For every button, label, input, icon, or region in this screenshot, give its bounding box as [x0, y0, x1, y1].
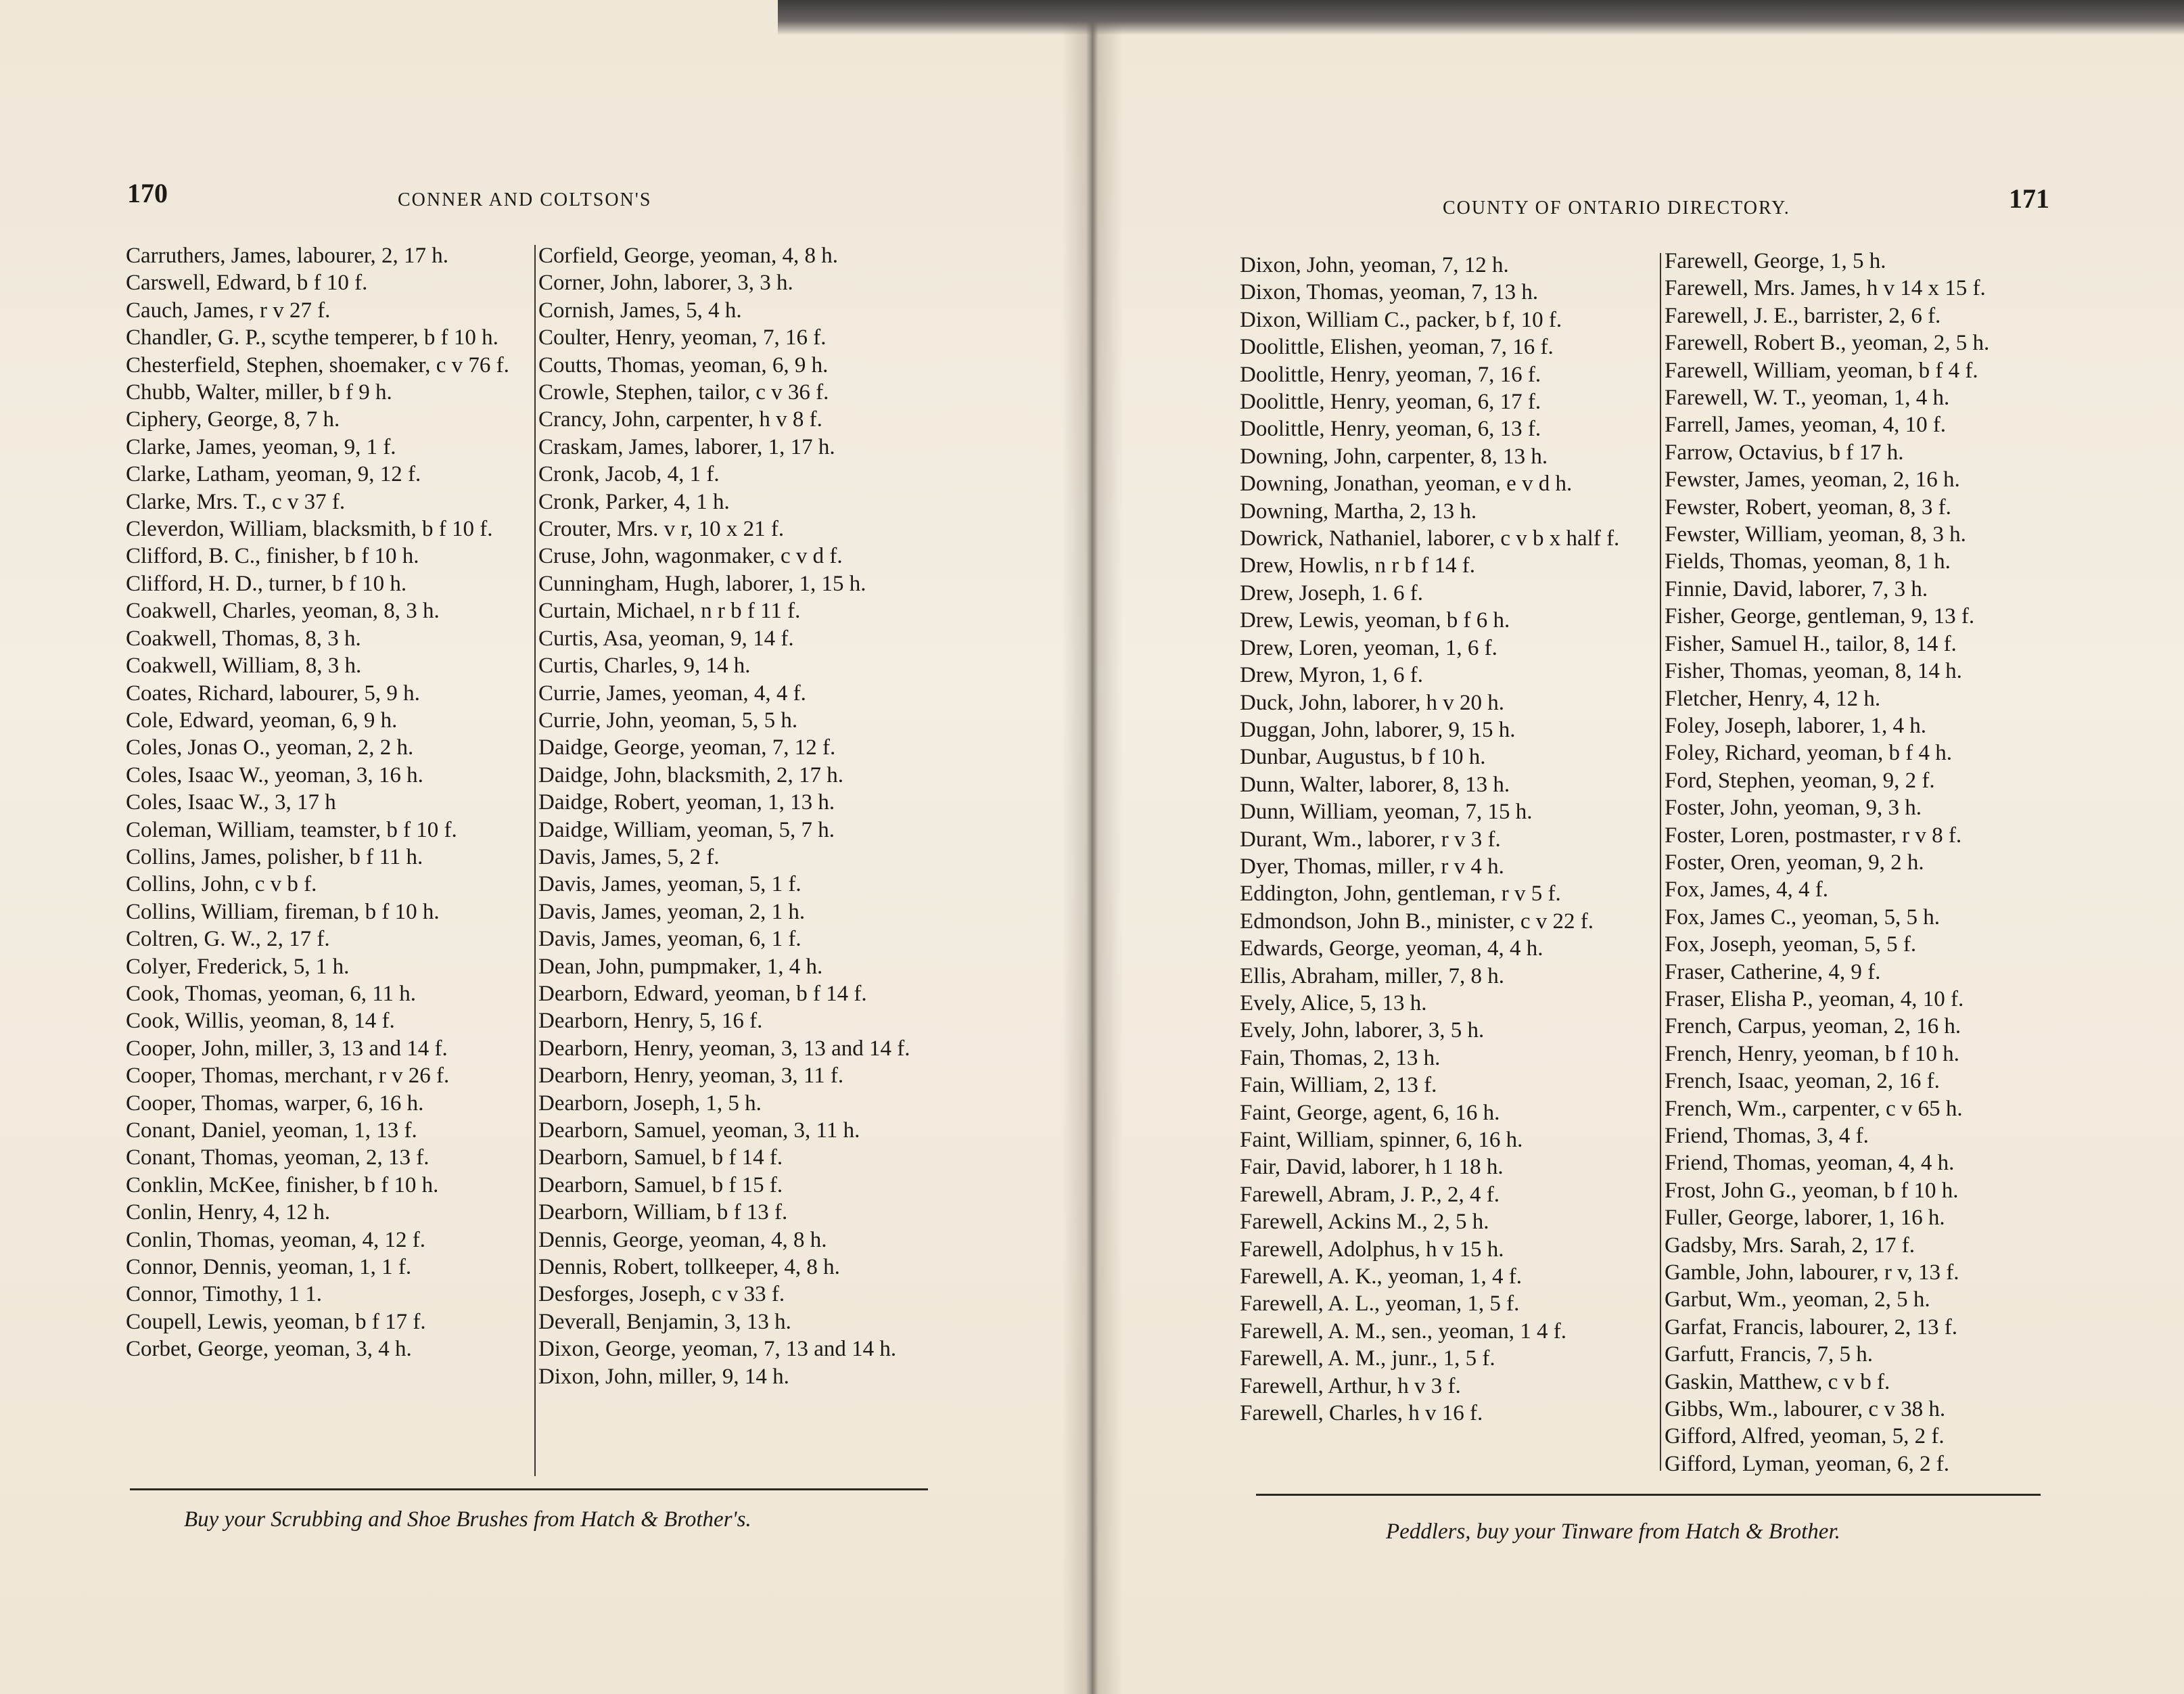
directory-entry: Farewell, Arthur, h v 3 f. [1240, 1373, 1461, 1398]
directory-entry: Ford, Stephen, yeoman, 9, 2 f. [1665, 768, 1935, 793]
directory-entry: Fox, James, 4, 4 f. [1665, 877, 1828, 902]
directory-entry: Davis, James, yeoman, 2, 1 h. [538, 899, 806, 924]
directory-entry: Frost, John G., yeoman, b f 10 h. [1665, 1178, 1959, 1203]
directory-entry: Fisher, George, gentleman, 9, 13 f. [1665, 604, 1975, 629]
directory-entry: Colyer, Frederick, 5, 1 h. [126, 954, 350, 979]
directory-entry: Conant, Thomas, yeoman, 2, 13 f. [126, 1145, 429, 1170]
directory-entry: Cronk, Jacob, 4, 1 f. [538, 462, 720, 487]
directory-entry: Fewster, James, yeoman, 2, 16 h. [1665, 467, 1960, 493]
directory-entry: Drew, Myron, 1, 6 f. [1240, 663, 1423, 688]
directory-entry: Gifford, Lyman, yeoman, 6, 2 f. [1665, 1451, 1949, 1476]
directory-entry: Edmondson, John B., minister, c v 22 f. [1240, 909, 1594, 934]
scan-shadow [778, 0, 2184, 35]
directory-entry: Corbet, George, yeoman, 3, 4 h. [126, 1337, 412, 1362]
directory-entry: Farewell, Charles, h v 16 f. [1240, 1401, 1483, 1426]
directory-entry: Evely, John, laborer, 3, 5 h. [1240, 1018, 1485, 1043]
directory-entry: Cook, Thomas, yeoman, 6, 11 h. [126, 981, 416, 1006]
directory-entry: Farewell, Robert B., yeoman, 2, 5 h. [1665, 331, 1990, 356]
directory-entry: Curtis, Charles, 9, 14 h. [538, 654, 751, 679]
directory-entry: Corner, John, laborer, 3, 3 h. [538, 271, 793, 296]
directory-entry: Coutts, Thomas, yeoman, 6, 9 h. [538, 352, 829, 377]
directory-entry: Gibbs, Wm., labourer, c v 38 h. [1665, 1397, 1946, 1422]
directory-entry: Chandler, G. P., scythe temperer, b f 10 h. [126, 325, 498, 350]
directory-entry: Foley, Richard, yeoman, b f 4 h. [1665, 741, 1952, 766]
directory-entry: Dixon, William C., packer, b f, 10 f. [1240, 307, 1562, 332]
directory-entry: Conlin, Thomas, yeoman, 4, 12 f. [126, 1227, 426, 1252]
directory-entry: Cunningham, Hugh, laborer, 1, 15 h. [538, 571, 866, 596]
directory-entry: Fox, Joseph, yeoman, 5, 5 f. [1665, 932, 1917, 957]
directory-entry: Farewell, George, 1, 5 h. [1665, 249, 1886, 273]
running-head-right: COUNTY OF ONTARIO DIRECTORY. [1443, 198, 1790, 219]
directory-entry: Drew, Howlis, n r b f 14 f. [1240, 553, 1475, 578]
directory-entry: Farewell, William, yeoman, b f 4 f. [1665, 358, 1978, 383]
directory-entry: Cole, Edward, yeoman, 6, 9 h. [126, 708, 398, 733]
directory-entry: Clarke, James, yeoman, 9, 1 f. [126, 434, 396, 459]
directory-entry: Fields, Thomas, yeoman, 8, 1 h. [1665, 549, 1951, 574]
directory-entry: Fraser, Elisha P., yeoman, 4, 10 f. [1665, 986, 1964, 1011]
directory-entry: Faint, George, agent, 6, 16 h. [1240, 1100, 1500, 1125]
directory-entry: Daidge, John, blacksmith, 2, 17 h. [538, 762, 843, 787]
directory-entry: Garbut, Wm., yeoman, 2, 5 h. [1665, 1287, 1930, 1312]
directory-entry: Foster, Loren, postmaster, r v 8 f. [1665, 823, 1962, 848]
directory-entry: Currie, James, yeoman, 4, 4 f. [538, 681, 806, 706]
directory-entry: Connor, Dennis, yeoman, 1, 1 f. [126, 1255, 412, 1280]
running-head-left: CONNER AND COLTSON'S [398, 189, 652, 210]
directory-entry: Farewell, W. T., yeoman, 1, 4 h. [1665, 386, 1950, 411]
directory-entry: Clarke, Mrs. T., c v 37 f. [126, 489, 346, 514]
directory-entry: Drew, Lewis, yeoman, b f 6 h. [1240, 608, 1510, 633]
directory-entry: Farewell, A. M., junr., 1, 5 f. [1240, 1346, 1495, 1371]
directory-entry: Garfutt, Francis, 7, 5 h. [1665, 1342, 1873, 1367]
directory-entry: Finnie, David, laborer, 7, 3 h. [1665, 576, 1928, 601]
directory-entry: Davis, James, 5, 2 f. [538, 844, 720, 869]
directory-entry: Drew, Loren, yeoman, 1, 6 f. [1240, 635, 1497, 660]
directory-entry: Gadsby, Mrs. Sarah, 2, 17 f. [1665, 1233, 1915, 1258]
right-column-2 [1665, 248, 2070, 1478]
directory-entry: Dearborn, Henry, 5, 16 f. [538, 1009, 763, 1034]
directory-entry: Daidge, Robert, yeoman, 1, 13 h. [538, 790, 835, 815]
directory-entry: Coakwell, Thomas, 8, 3 h. [126, 626, 361, 651]
directory-entry: Cruse, John, wagonmaker, c v d f. [538, 544, 843, 569]
directory-entry: Farrell, James, yeoman, 4, 10 f. [1665, 413, 1947, 438]
directory-entry: Dearborn, Joseph, 1, 5 h. [538, 1091, 762, 1116]
directory-entry: Dearborn, Samuel, b f 14 f. [538, 1145, 783, 1170]
directory-entry: Dixon, Thomas, yeoman, 7, 13 h. [1240, 280, 1539, 305]
directory-entry: Fewster, William, yeoman, 8, 3 h. [1665, 522, 1966, 547]
directory-entry: Crancy, John, carpenter, h v 8 f. [538, 407, 822, 432]
directory-entry: Gaskin, Matthew, c v b f. [1665, 1369, 1890, 1394]
directory-entry: Clarke, Latham, yeoman, 9, 12 f. [126, 462, 421, 487]
directory-entry: Curtain, Michael, n r b f 11 f. [538, 599, 801, 624]
directory-entry: Downing, John, carpenter, 8, 13 h. [1240, 444, 1548, 469]
directory-entry: Desforges, Joseph, c v 33 f. [538, 1282, 785, 1307]
right-page [1092, 0, 2184, 1694]
directory-entry: Evely, Alice, 5, 13 h. [1240, 990, 1427, 1015]
directory-entry: Coulter, Henry, yeoman, 7, 16 f. [538, 325, 827, 350]
directory-entry: Friend, Thomas, yeoman, 4, 4 h. [1665, 1151, 1955, 1176]
directory-entry: Coleman, William, teamster, b f 10 f. [126, 817, 457, 842]
directory-entry: Doolittle, Henry, yeoman, 6, 13 f. [1240, 417, 1541, 442]
directory-entry: Dennis, Robert, tollkeeper, 4, 8 h. [538, 1255, 840, 1280]
directory-entry: Fox, James C., yeoman, 5, 5 h. [1665, 905, 1940, 930]
directory-entry: Doolittle, Henry, yeoman, 6, 17 f. [1240, 390, 1541, 415]
directory-entry: Currie, John, yeoman, 5, 5 h. [538, 708, 798, 733]
directory-entry: Coltren, G. W., 2, 17 f. [126, 927, 330, 952]
directory-entry: Cooper, John, miller, 3, 13 and 14 f. [126, 1036, 448, 1061]
directory-entry: Farewell, Ackins M., 2, 5 h. [1240, 1210, 1489, 1235]
directory-entry: Eddington, John, gentleman, r v 5 f. [1240, 882, 1561, 907]
directory-entry: Coles, Isaac W., 3, 17 h [126, 790, 336, 815]
directory-entry: Cauch, James, r v 27 f. [126, 298, 331, 323]
directory-entry: Ciphery, George, 8, 7 h. [126, 407, 340, 432]
directory-entry: French, Isaac, yeoman, 2, 16 f. [1665, 1069, 1940, 1094]
directory-entry: French, Henry, yeoman, b f 10 h. [1665, 1041, 1959, 1066]
directory-entry: Fair, David, laborer, h 1 18 h. [1240, 1155, 1504, 1180]
directory-entry: Cooper, Thomas, merchant, r v 26 f. [126, 1063, 450, 1089]
directory-entry: Cronk, Parker, 4, 1 h. [538, 489, 730, 514]
directory-entry: Fain, Thomas, 2, 13 h. [1240, 1045, 1441, 1070]
directory-entry: Dearborn, Henry, yeoman, 3, 13 and 14 f. [538, 1036, 910, 1061]
book-gutter [1062, 0, 1123, 1694]
directory-entry: Crowle, Stephen, tailor, c v 36 f. [538, 380, 829, 405]
left-page [0, 0, 1089, 1694]
directory-entry: Dean, John, pumpmaker, 1, 4 h. [538, 954, 823, 979]
directory-entry: Ellis, Abraham, miller, 7, 8 h. [1240, 963, 1504, 988]
directory-entry: Duggan, John, laborer, 9, 15 h. [1240, 717, 1516, 742]
directory-entry: Doolittle, Elishen, yeoman, 7, 16 f. [1240, 335, 1554, 360]
directory-entry: Garfat, Francis, labourer, 2, 13 f. [1665, 1314, 1958, 1340]
directory-entry: Dunn, Walter, laborer, 8, 13 h. [1240, 772, 1510, 797]
directory-entry: Clifford, B. C., finisher, b f 10 h. [126, 544, 419, 569]
directory-entry: Foster, Oren, yeoman, 9, 2 h. [1665, 850, 1924, 875]
directory-entry: Craskam, James, laborer, 1, 17 h. [538, 434, 835, 459]
page-number-left: 170 [127, 178, 168, 208]
directory-entry: Dearborn, Edward, yeoman, b f 14 f. [538, 981, 867, 1006]
directory-entry: Dunn, William, yeoman, 7, 15 h. [1240, 800, 1533, 825]
directory-entry: Coakwell, William, 8, 3 h. [126, 654, 362, 679]
directory-entry: Cooper, Thomas, warper, 6, 16 h. [126, 1091, 424, 1116]
directory-entry: Curtis, Asa, yeoman, 9, 14 f. [538, 626, 794, 651]
directory-entry: Dennis, George, yeoman, 4, 8 h. [538, 1227, 827, 1252]
directory-entry: Dearborn, William, b f 13 f. [538, 1200, 788, 1225]
footer-rule-right [1256, 1494, 2041, 1496]
directory-entry: Edwards, George, yeoman, 4, 4 h. [1240, 936, 1543, 961]
directory-entry: Fraser, Catherine, 4, 9 f. [1665, 959, 1881, 984]
column-rule-left [534, 245, 536, 1476]
directory-entry: Cook, Willis, yeoman, 8, 14 f. [126, 1009, 395, 1034]
footer-rule-left [130, 1488, 928, 1490]
directory-entry: Gifford, Alfred, yeoman, 5, 2 f. [1665, 1424, 1945, 1449]
directory-entry: Farewell, Adolphus, h v 15 h. [1240, 1237, 1504, 1262]
directory-entry: Coles, Isaac W., yeoman, 3, 16 h. [126, 762, 423, 787]
directory-entry: Coles, Jonas O., yeoman, 2, 2 h. [126, 735, 414, 760]
footer-advert-right: Peddlers, buy your Tinware from Hatch & Brother. [1386, 1519, 1840, 1544]
directory-entry: Farrow, Octavius, b f 17 h. [1665, 440, 1904, 465]
directory-entry: Davis, James, yeoman, 6, 1 f. [538, 927, 801, 952]
directory-entry: Carswell, Edward, b f 10 f. [126, 271, 368, 296]
directory-entry: Faint, William, spinner, 6, 16 h. [1240, 1128, 1523, 1152]
directory-entry: Foster, John, yeoman, 9, 3 h. [1665, 796, 1922, 821]
directory-entry: Clifford, H. D., turner, b f 10 h. [126, 571, 407, 596]
directory-entry: Davis, James, yeoman, 5, 1 f. [538, 872, 801, 897]
directory-entry: Dunbar, Augustus, b f 10 h. [1240, 745, 1486, 770]
directory-entry: French, Wm., carpenter, c v 65 h. [1665, 1096, 1963, 1121]
directory-entry: Connor, Timothy, 1 1. [126, 1282, 322, 1307]
directory-entry: Dearborn, Samuel, b f 15 f. [538, 1172, 783, 1197]
column-rule-right [1660, 253, 1661, 1471]
directory-entry: Farewell, Mrs. James, h v 14 x 15 f. [1665, 276, 1986, 301]
directory-entry: Friend, Thomas, 3, 4 f. [1665, 1124, 1869, 1148]
footer-advert-left: Buy your Scrubbing and Shoe Brushes from Hatch & Brother's. [184, 1507, 751, 1532]
directory-entry: Chesterfield, Stephen, shoemaker, c v 76 f. [126, 352, 509, 377]
directory-entry: Durant, Wm., laborer, r v 3 f. [1240, 827, 1501, 852]
directory-entry: Fisher, Thomas, yeoman, 8, 14 h. [1665, 659, 1962, 684]
directory-entry: Downing, Martha, 2, 13 h. [1240, 499, 1477, 524]
directory-entry: Doolittle, Henry, yeoman, 7, 16 f. [1240, 362, 1541, 387]
directory-entry: Coakwell, Charles, yeoman, 8, 3 h. [126, 599, 440, 624]
directory-entry: Dixon, George, yeoman, 7, 13 and 14 h. [538, 1337, 897, 1362]
directory-entry: Conlin, Henry, 4, 12 h. [126, 1200, 331, 1225]
directory-entry: Downing, Jonathan, yeoman, e v d h. [1240, 472, 1573, 497]
left-column-2 [538, 242, 944, 1390]
directory-entry: Farewell, J. E., barrister, 2, 6 f. [1665, 303, 1941, 328]
directory-entry: Collins, James, polisher, b f 11 h. [126, 844, 423, 869]
directory-entry: Dixon, John, miller, 9, 14 h. [538, 1364, 789, 1389]
directory-entry: Dearborn, Samuel, yeoman, 3, 11 h. [538, 1118, 860, 1143]
directory-entry: Coupell, Lewis, yeoman, b f 17 f. [126, 1309, 426, 1334]
directory-entry: Dearborn, Henry, yeoman, 3, 11 f. [538, 1063, 844, 1089]
left-column-1 [126, 242, 525, 1363]
directory-entry: Chubb, Walter, miller, b f 9 h. [126, 380, 392, 405]
directory-entry: Collins, John, c v b f. [126, 872, 317, 897]
directory-entry: Dixon, John, yeoman, 7, 12 h. [1240, 253, 1509, 277]
directory-entry: Cornish, James, 5, 4 h. [538, 298, 742, 323]
directory-entry: Fletcher, Henry, 4, 12 h. [1665, 686, 1881, 711]
directory-entry: Crouter, Mrs. v r, 10 x 21 f. [538, 517, 785, 542]
directory-entry: Fain, William, 2, 13 f. [1240, 1073, 1437, 1098]
directory-entry: Corfield, George, yeoman, 4, 8 h. [538, 244, 838, 268]
directory-entry: Farewell, Abram, J. P., 2, 4 f. [1240, 1182, 1500, 1207]
directory-entry: Dowrick, Nathaniel, laborer, c v b x half f. [1240, 526, 1620, 551]
directory-entry: Fisher, Samuel H., tailor, 8, 14 f. [1665, 631, 1957, 656]
directory-entry: French, Carpus, yeoman, 2, 16 h. [1665, 1014, 1961, 1039]
directory-entry: Farewell, A. K., yeoman, 1, 4 f. [1240, 1264, 1522, 1289]
directory-entry: Gamble, John, labourer, r v, 13 f. [1665, 1260, 1959, 1285]
directory-entry: Conklin, McKee, finisher, b f 10 h. [126, 1172, 439, 1197]
page-number-right: 171 [2009, 183, 2049, 214]
directory-entry: Dyer, Thomas, miller, r v 4 h. [1240, 854, 1504, 879]
directory-entry: Drew, Joseph, 1. 6 f. [1240, 580, 1423, 605]
directory-entry: Farewell, A. L., yeoman, 1, 5 f. [1240, 1291, 1520, 1317]
directory-entry: Foley, Joseph, laborer, 1, 4 h. [1665, 713, 1926, 738]
directory-entry: Daidge, George, yeoman, 7, 12 f. [538, 735, 836, 760]
directory-entry: Duck, John, laborer, h v 20 h. [1240, 690, 1504, 715]
directory-entry: Collins, William, fireman, b f 10 h. [126, 899, 440, 924]
directory-entry: Daidge, William, yeoman, 5, 7 h. [538, 817, 835, 842]
directory-entry: Cleverdon, William, blacksmith, b f 10 f. [126, 517, 493, 542]
directory-entry: Coates, Richard, labourer, 5, 9 h. [126, 681, 420, 706]
directory-entry: Carruthers, James, labourer, 2, 17 h. [126, 244, 449, 268]
directory-entry: Deverall, Benjamin, 3, 13 h. [538, 1309, 791, 1334]
directory-entry: Fuller, George, laborer, 1, 16 h. [1665, 1206, 1945, 1231]
right-column-1 [1240, 252, 1646, 1427]
directory-entry: Conant, Daniel, yeoman, 1, 13 f. [126, 1118, 417, 1143]
directory-entry: Fewster, Robert, yeoman, 8, 3 f. [1665, 495, 1951, 520]
directory-entry: Farewell, A. M., sen., yeoman, 1 4 f. [1240, 1319, 1566, 1344]
